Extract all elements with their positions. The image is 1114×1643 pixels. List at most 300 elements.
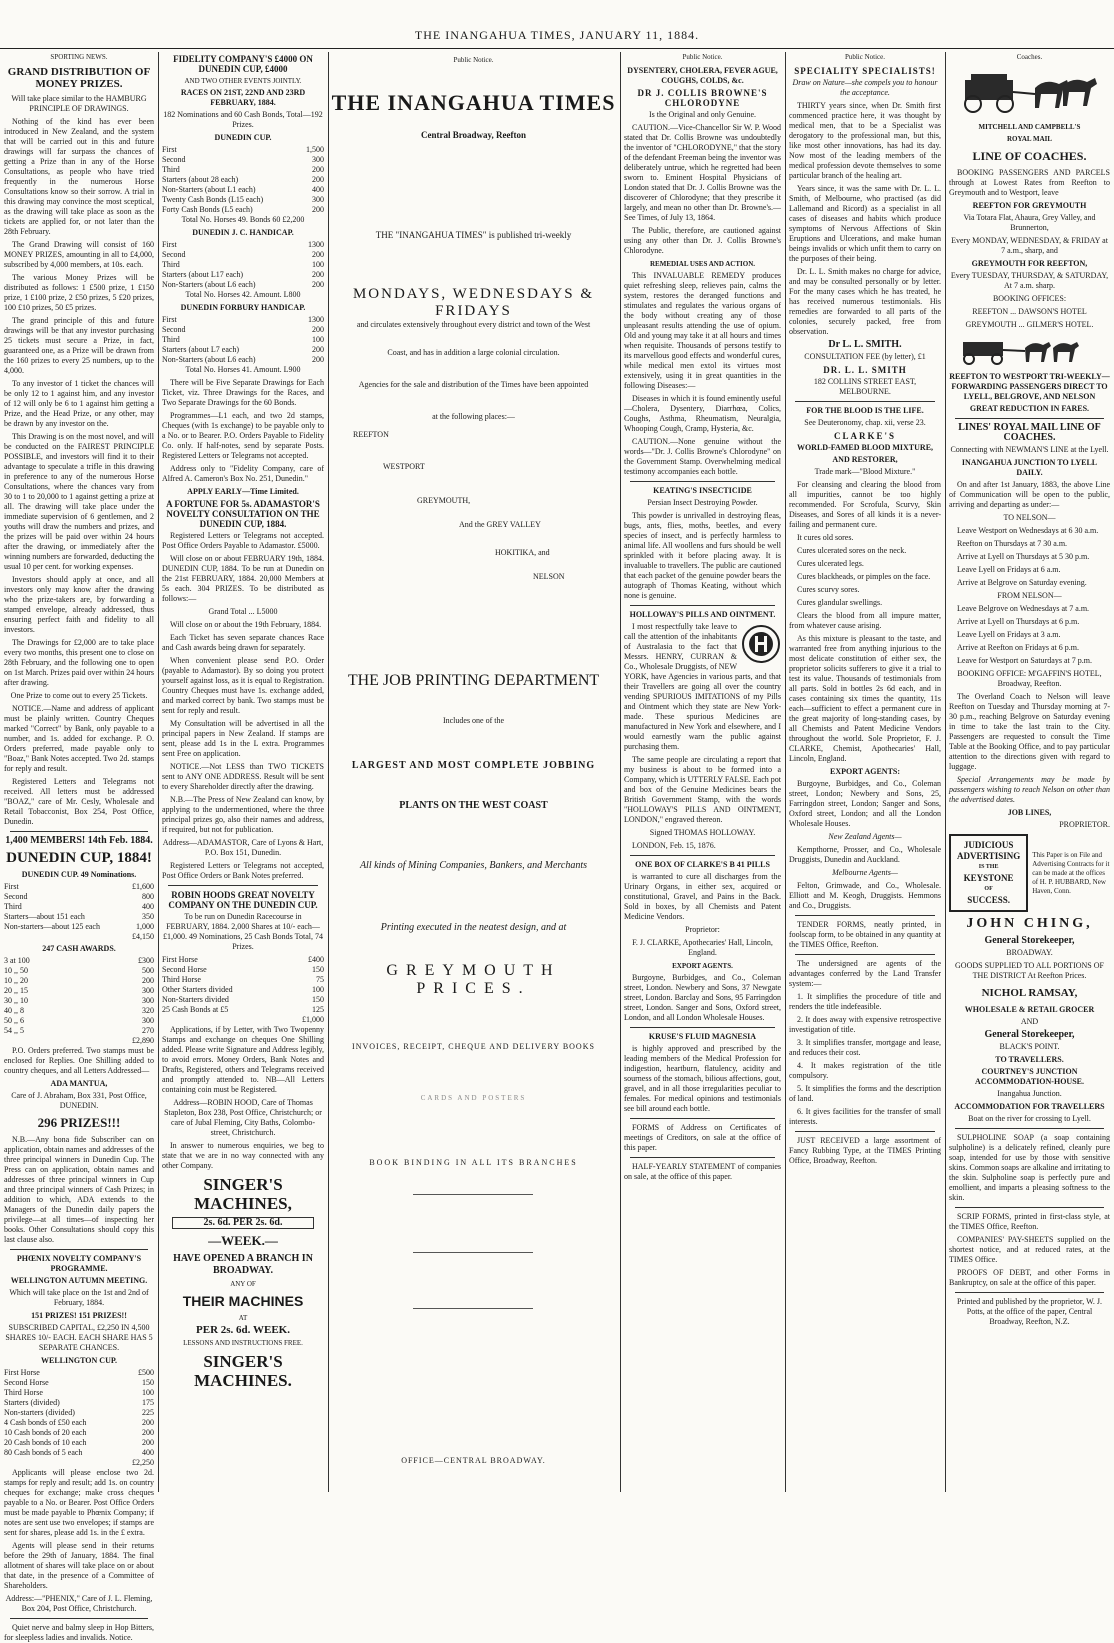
list-item: It cures old sores. [797,533,854,542]
table-row: First Horse £500 [4,1368,154,1377]
ad-paragraph: Programmes—L1 each, and two 2d stamps, Cheques (with 1s exchange) to be payable only to a No. or to Bearer. P.O. Orders Payable to Fidelity Co. only. If half-notes, send by separate Posts. Registered Letters or Telegrams not accepted. [162,411,324,460]
ad-paragraph: To any investor of 1 ticket the chances will be only 12 to 1 against him, and any investor of 12 will only be 6 to 1 against him getting a Prize, and the Head Prize, or any other, may be drawn by any investor on the. [4,379,154,428]
masthead: THE INANGAHUA TIMES, JANUARY 11, 1884. [414,28,700,42]
separator [10,1618,148,1619]
ad-paragraph: Applicants will please enclose two 2d. stamps for reply and result; add 1s. on country cheques for exchange; make cross cheques payable to a No. or Bearer. Post Office Orders must be made payable to Phœnix Company; if notes are sent use two envelopes; if stamps are sent for shares, please add 1s. in the £ extra. [4,1468,154,1537]
table-heading: DUNEDIN CUP. [214,133,272,142]
ad-title: GRAND DISTRIBUTION OF MONEY PRIZES. [7,66,151,90]
agency-grey-valley: And the GREY VALLEY [459,520,541,529]
ad-paragraph: Quiet nerve and balmy sleep in Hop Bitters, for sleepless ladies and invalids. Notice. [4,1623,154,1642]
ad-paragraph: As this mixture is pleasant to the taste, and warranted free from anything injurious to the most delicate constitution of either sex, the proprietor solicits sufferers to give it a trial to test its value. Thousands of testimonials from all parts. Sold in bottles 2s 6d each, and in cases containing six times the quantity, 11s each—sufficient to effect a permanent cure in the great majority of long-standing cases, by all Chemists and Patent Medicine Vendors throughout the world. Sole Proprietor, F. J. CLARKE, Chemist, Apothecaries' Hall, Lincoln, England. [789,634,941,763]
singer-heading: SINGER'S MACHINES, [194,1175,292,1213]
table-row: First £1,600 [4,882,154,891]
ad-paragraph: Will close on or about the 19th February, 1884. [170,620,322,629]
schedule-item: Arrive at Lyell on Thursdays at 6 p.m. [957,617,1080,626]
table-row: 40 ,, 8 320 [4,1006,154,1015]
separator [168,885,318,886]
ad-paragraph: Every MONDAY, WEDNESDAY, & FRIDAY at 7 a.m., sharp, and [951,236,1108,255]
ad-paragraph: Applications, if by Letter, with Two Twopenny Stamps and exchange on cheques One Shilling added. Please write Signature and Address legibly, to avoid errors. Money Orders, Bank Notes and Drafts, Registered, others and Telegrams received and promptly attended to. NB—All Letters containing coin must be Registered. [162,1025,324,1094]
placard-title: THE INANGAHUA TIMES [331,90,616,115]
schedule-item: Arrive at Reefton on Fridays at 6 p.m. [957,643,1079,652]
forbury-table [162,315,324,365]
address: Care of J. Abraham, Box 331, Post Office, DUNEDIN. [11,1091,147,1110]
on-file-note: This Paper is on File and Advertising Contracts for it can be made at the offices of H. P. HUBBARD, New Haven, Conn. [1032,850,1110,895]
route-heading: REEFTON FOR GREYMOUTH [972,201,1087,210]
ad-paragraph: For cleansing and clearing the blood from all impurities, cannot be too highly recommended. For Scrofula, Scurvy, Skin Diseases, and Sores of all kinds it is a never-failing and permanent cure. [789,480,941,529]
ad-paragraph: TENDER FORMS, neatly printed, in foolscap form, to be obtained in any quantity at the TIMES Office, Reefton. [789,920,941,949]
ad-paragraph: Address only to "Fidelity Company, care of Alfred A. Cameron's Box No. 251, Dunedin." [162,464,324,483]
ad-paragraph: The Overland Coach to Nelson will leave Reefton on Tuesday and Thursday morning at 7-30 p.m., reaching Belgrove on Saturday evening in time to take the last train to the City. Passengers are requested to consult the Time Table at the Booking Office, and to pay particular attention to the directions given with regard to luggage. [949,692,1110,771]
per-line: PER 2s. 6d. WEEK. [196,1324,290,1336]
table-row: Third Horse 75 [162,975,324,984]
separator [955,1292,1104,1293]
table-total: £1,000 [302,1015,324,1024]
addressee: ADA MANTUA, [50,1079,108,1088]
separator [795,1131,935,1132]
address: Address:—"PHENIX," Care of J. L. Fleming, Box 204, Post Office, Christchurch. [5,1594,153,1613]
booking-offices-heading: BOOKING OFFICES: [992,294,1067,303]
separator [413,1308,533,1309]
published-line: THE "INANGAHUA TIMES" is published tri-weekly [375,230,572,240]
schedule-item: Leave Lyell on Fridays at 3 a.m. [957,630,1061,639]
table-row: 3 at 100 £300 [4,956,154,965]
ad-paragraph: Burgoyne, Burbidges, and Co., Coleman street, London. Newbery and Sons, 37 Newgate street, London. Barclay and Sons, 95 Farringdon street, London. Sanger and Sons, Oxford street, London, and all London Wholesale Houses. [624,973,781,1022]
list-item: Cures scurvy sores. [797,585,860,594]
trademark-line: Trade mark—"Blood Mixture." [814,467,916,476]
coast-line: Coast, and has in addition a large colonial circulation. [387,348,560,357]
ad-paragraph: Connecting with NEWMAN'S LINE at the Lyell. [950,445,1109,454]
phenix-table [4,1368,154,1468]
wholesale-line: WHOLESALE & RETAIL GROCER [964,1005,1095,1014]
agents-heading: New Zealand Agents— [828,832,902,841]
all-kinds-line: All kinds of Mining Companies, Bankers, and Merchants [359,860,588,871]
table-total: £2,890 [132,1036,154,1045]
ad-paragraph: Each Ticket has seven separate chances Race and Cash awards being drawn for separately. [162,633,324,652]
magnesia-title: KRUSE'S FLUID MAGNESIA [648,1032,757,1041]
table-row: 4 Cash bonds of £50 each 200 [4,1418,154,1427]
ad-paragraph: One Prize to come out to every 25 Tickets. [10,691,148,700]
lines-title: LINES' ROYAL MAIL LINE OF COACHES. [958,422,1101,443]
ad-paragraph: NOTICE.—Name and address of applicant must be plainly written. Country Cheques marked "Correct" by Bank, only payable to a number, and 1s. added for exchange. P. O. Orders preferred, made payable only to "Boaz," Bank Notes accepted. Two 2d. stamps for reply and result. [4,704,154,773]
ad-paragraph: F. J. CLARKE, Apothecaries' Hall, Lincoln, England. [632,938,773,957]
at-line: AT [238,1314,248,1322]
table-row: 20 Cash bonds of 10 each 200 [4,1438,154,1447]
ad-paragraph: This powder is unrivalled in destroying fleas, bugs, ants, flies, moths, beetles, and every species of insect, and is perfectly harmless to animal life. All woollens and furs should be well sprinkled with it before placing away. It is invaluable to travellers. The public are cautioned that each packet of the genuine powder bears the autograph of Thomas Keating, without which none is genuine. [624,511,781,600]
ad-paragraph: SUBSCRIBED CAPITAL, £2,250 IN 4,500 SHARES 10/- EACH. EACH SHARE HAS 5 SEPARATE CHANCES. [5,1323,153,1352]
ad-paragraph: Dr. L. L. Smith makes no charge for advice, and may be consulted personally or by letter. For the many cases which he has treated, he has received numerous testimonials. His remedies are forwarded to all parts of the colonies, securely packed, free from observation. [789,267,941,336]
separator [10,1249,148,1250]
agency-greymouth: GREYMOUTH, [417,496,471,505]
ad-paragraph: N.B.—Any bona fide Subscriber can on application, obtain names and addresses of the three principal winners in Dunedin Cup. The Press can on application, obtain names and addresses of three principal winners in Cup and three principal winners of Cash Prizes; in addition to which, ADA extends to the Managers of the Dunedin daily papers the privilege—at all times—of inspecting her books. Other Consultations should copy this last clause also. [4,1135,154,1244]
ad-paragraph: Agents will please send in their returns before the 29th of January, 1884. The final allotment of shares will take place on or about that date, in the presence of a Committee of Shareholders. [4,1541,154,1590]
table-row: Third Horse 100 [4,1388,154,1397]
ad-paragraph: N.B.—The Press of New Zealand can know, by applying to the undermentioned, where the three principal prizes go, also their names and address, if required, but not for publication. [162,795,324,834]
address: 182 COLLINS STREET EAST, MELBOURNE. [813,377,917,396]
ad-paragraph: The Grand Drawing will consist of 160 MONEY PRIZES, amounting in all to £4,000, subscribed by 4,000 members, at 10s. each. [4,240,154,269]
proprietor-name: JOB LINES, [1007,808,1052,817]
ad-paragraph: Nothing of the kind has ever been introduced in New Zealand, and the system that will be carried out in this and future drawings will far surpass the chances of getting a Prize than in any of the Horse Consultations, as people who have tried frequently in the numerous Horse Consultations know so their sorrow. A trial in this drawing may convince the most sceptical, as the drawing will take place as soon as the tickets are applied for, or not later than the 28th February. [4,117,154,236]
table-row: Second 800 [4,892,154,901]
booking-office: GREYMOUTH ... GILMER'S HOTEL. [965,320,1094,329]
separator [795,401,935,402]
ad-subtitle: Draw on Nature—she compels you to honour the acceptance. [792,78,938,97]
robin-table [162,955,324,1025]
agency-reefton: REEFTON [353,430,389,439]
list-item: 1. It simplifies the procedure of title and renders the title indefeasible. [789,992,941,1011]
week-line: —WEEK.— [208,1233,278,1248]
ad-paragraph: The Public, therefore, are cautioned against using any other than Dr. J. Collis Browne's Chlorodyne. [624,226,781,255]
ad-paragraph: Inangahua Junction. [997,1089,1062,1098]
ad-paragraph: CAUTION.—Vice-Chancellor Sir W. P. Wood stated that Dr. Collis Browne was undoubtedly the inventor of "CHLORODYNE," that the story of the defendant Freeman being the inventor was deliberately untrue, which he regretted had been sworn to. Eminent Hospital Physicians of London stated that Dr. J. Collis Browne was the discoverer of Chlorodyne; that they prescribe it largely, and mean no other than Dr. Browne's.—See Times, of July 13, 1864. [624,123,781,222]
travellers-heading: TO TRAVELLERS. [995,1055,1064,1064]
proprietor-label: PROPRIETOR. [1059,820,1110,829]
table-row: Third 100 [162,335,324,344]
ad-paragraph: I most respectfully take leave to call the attention of the inhabitants of Australasia to the fact that Messrs. HENRY, CURRAN & Co., Wholesale Druggists, of NEW YORK, have Agencies in various parts, and that their Travellers are going all over the country vending SPURIOUS IMITATIONS of my Pills and Ointment which they state are New York-made. These spurious Medicines are manufactured in New York and elsewhere, and I would earnestly warn the public against purchasing them. [624,622,781,751]
ad-paragraph: is highly approved and prescribed by the leading members of the Medical Profession for indigestion, heartburn, flatulency, acidity and sourness of the stomach, bilious affections, gout, gravel, and in all those irregularities peculiar to females. For medical opinions and testimonials see bill around each bottle. [624,1044,781,1113]
ad-paragraph: Every TUESDAY, THURSDAY, & SATURDAY, At 7 a.m. sharp. [950,271,1109,290]
westport-heading: REEFTON TO WESTPORT TRI-WEEKLY—FORWARDING PASSENGERS DIRECT TO LYELL, BELGROVE, AND NELSON [949,372,1110,401]
table-row: First 1300 [162,240,324,249]
column-sporting [4,52,154,1642]
column-medicines [624,52,781,1492]
table-row: Forty Cash Bonds (L5 each) 200 [162,205,324,214]
masthead-rule [0,48,1114,49]
schedule-item: Leave Lyell on Fridays at 6 a.m. [957,565,1061,574]
schedule-item: Leave Belgrove on Wednesdays at 7 a.m. [957,604,1090,613]
ad-paragraph: Felton, Grimwade, and Co., Wholesale. Elliott and M. Keogh, Druggists. Hemmons and Co., Druggists. [789,881,941,910]
ad-paragraph: Burgoyne, Burbidges, and Co., Coleman street, London; Newbery and Sons, 25, Farringdon street, London; Sanger and Sons, Oxford street, London; and all the London Wholesale Houses. [789,779,941,828]
table-row: Non-Starters (about L1 each) 400 [162,185,324,194]
list-item: 6. It gives facilities for the transfer of small interests. [789,1107,941,1126]
column-rule [158,52,159,1492]
ad-title: FIDELITY COMPANY'S £4000 ON DUNEDIN CUP, £4000 [173,54,313,74]
ad-paragraph: The Drawings for £2,000 are to take place every two months, this present one to close on 28th February, and the following one to open on 1st March. Prizes paid over within 24 hours after drawing. [4,638,154,687]
ad-paragraph: The same people are circulating a report that my business is about to be formed into a Company, which is UTTERLY FALSE. Each pot and box of the Genuine Medicines bears the British Government Stamp, with the words "HOLLOWAY'S PILLS AND OINTMENT, LONDON," engraved thereon. [624,755,781,824]
handicap-table [162,240,324,290]
ad-paragraph: On and after 1st January, 1883, the above Line of Communication will be open to the public, arriving and departing as under:— [949,480,1110,509]
table-heading: DUNEDIN J. C. HANDICAP. [192,228,294,237]
ad-paragraph: Which will take place on the 1st and 2nd of February, 1884. [9,1288,149,1307]
separator [630,605,775,606]
courtney-heading: COURTNEY'S JUNCTION ACCOMMODATION-HOUSE. [975,1067,1084,1086]
singer-heading-2: SINGER'S MACHINES. [194,1352,292,1390]
ad-paragraph: Years since, it was the same with Dr. L. L. Smith, of Melbourne, who practised (as did Lallemand and Ricord) as a specialist in all cases of diseases and habits which produce symptoms of Nervous Affections of Skin Eruptions and Ulcerations, and make human beings invalids or which unfit them to carry on the purposes of their being. [789,184,941,263]
table-row: 10 ,, 50 500 [4,966,154,975]
schedule-item: Arrive at Lyell on Thursdays at 5 30 p.m. [957,552,1090,561]
schedule-item: Arrive at Belgrove on Saturday evening. [957,578,1087,587]
ad-paragraph: is warranted to cure all discharges from the Urinary Organs, in either sex, acquired or constitutional, Gravel, and Pains in the Back. Sold in boxes, by all Chemists and Patent Medicine Vendors. [624,872,781,921]
apply-line: APPLY EARLY—Time Limited. [187,487,299,496]
places-line: at the following places:— [432,412,515,421]
column-header: Public Notice. [844,53,886,61]
table-row: Third 200 [162,165,324,174]
schedule-item: Reefton on Thursdays at 7 30 a.m. [957,539,1068,548]
clarke-title: ONE BOX OF CLARKE'S B 41 PILLS [635,860,770,869]
mixture-heading: WORLD-FAMED BLOOD MIXTURE, [796,443,934,452]
cup-prize-table [4,882,154,942]
list-item: Cures ulcerated legs. [797,559,864,568]
their-machines: THEIR MACHINES [182,1293,304,1309]
ad-paragraph: The undersigned are agents of the advantages conferred by the Land Transfer system:— [789,959,941,988]
table-row: Starters—about 151 each 350 [4,912,154,921]
ching-name: JOHN CHING, [966,916,1093,931]
phenix-sub: WELLINGTON AUTUMN MEETING. [10,1276,148,1285]
clarkes-heading: CLARKE'S [833,431,896,441]
table-row: Starters (about L7 each) 200 [162,345,324,354]
table-total: £4,150 [132,932,154,941]
schedule-heading: TO NELSON— [1003,513,1056,522]
ad-subtitle: Persian Insect Destroying Powder. [647,498,758,507]
separator [413,1194,533,1195]
includes-line: Includes one of the [442,716,505,725]
coach-illustration-small [955,336,1105,366]
largest-line: LARGEST AND MOST COMPLETE JOBBING [351,760,596,771]
broadway-line: BROADWAY. [1006,948,1053,957]
export-heading: EXPORT AGENTS. [672,962,733,970]
ad-paragraph: Diseases in which it is found eminently useful—Cholera, Dysentery, Diarrhœa, Colics, Coughs, Asthma, Rheumatism, Neuralgia, Whooping Cough, Cramp, Hysteria, &c. [624,394,781,433]
ad-paragraph: Registered Letters and Telegrams not received. All letters must be addressed "BOAZ," care of Mr. Cesly, Wholesale and Retail Tobacconist, Box 254, Post Office, Dunedin. [4,777,154,826]
ad-subtitle: Will take place similar to the HAMBURG PRINCIPLE OF DRAWINGS. [11,94,147,113]
separator [955,1207,1104,1208]
lessons-line: LESSONS AND INSTRUCTIONS FREE. [183,1339,303,1347]
advertising-block [949,834,1110,912]
cards-line: CARDS AND POSTERS [420,1094,527,1102]
separator [630,481,775,482]
ad-paragraph: Registered Letters or Telegrams not accepted, Post Office Orders or Bank Notes preferred. [162,861,324,880]
phenix-title: PHŒNIX NOVELTY COMPANY'S PROGRAMME. [16,1254,142,1273]
ref-line: See Deuteronomy, chap. xii, verse 23. [804,418,926,427]
keystone-stamp: JUDICIOUS ADVERTISING IS THE KEYSTONE OF SUCCESS. [949,834,1028,912]
table-row: 54 ,, 5 270 [4,1026,154,1035]
column-coaches [949,52,1110,1492]
table-row: Second Horse 150 [162,965,324,974]
ad-paragraph: To be run on Dunedin Racecourse in FEBRUARY, 1884. 2,000 Shares at 10/- each—£1,000. 49 Nominations, 25 Cash Bonds Total, 74 Prizes. [163,912,323,951]
column-times-placard [331,52,616,1492]
ad-paragraph: PROOFS OF DEBT, and other Forms in Bankruptcy, on sale at the office of this paper. [949,1268,1110,1287]
restorer-heading: AND RESTORER, [832,455,898,464]
browne-title: DR J. COLLIS BROWNE'S CHLORODYNE [637,88,768,108]
signature: Signed THOMAS HOLLOWAY. [649,828,756,837]
consult-fee: CONSULTATION FEE (by letter), £1 [804,352,926,361]
reduction-heading: GREAT REDUCTION IN FARES. [969,404,1090,413]
schedule-item: Leave Westport on Wednesdays at 6 30 a.m. [957,526,1099,535]
remedial-heading: REMEDIAL USES AND ACTION. [649,260,756,268]
list-item: Cures glandular swellings. [797,598,883,607]
separator [10,831,148,832]
dateline: LONDON, Feb. 15, 1876. [632,841,716,850]
ad-paragraph: COMPANIES' PAY-SHEETS supplied on the shortest notice, and at reduced rates, at the TIMES Office. [949,1235,1110,1264]
table-row: Twenty Cash Bonds (L15 each) 300 [162,195,324,204]
column-rule [785,52,786,1492]
prizes-heading: 296 PRIZES!!! [37,1115,121,1130]
table-row: Starters (about L17 each) 200 [162,270,324,279]
ad-paragraph: GOODS SUPPLIED TO ALL PORTIONS OF THE DISTRICT At Reefton Prices. [955,961,1104,980]
ad-paragraph: The grand principle of this and future drawings will be that any investor purchasing 25 tickets must secure a Prize, in fact, guaranteed one, as a Prize will be drawn from the 160 prizes to every 25 numbers, up to the 4,000. [4,316,154,375]
junction-heading: INANGAHUA JUNCTION TO LYELL DAILY. [961,458,1098,477]
robin-title: ROBIN HOODS GREAT NOVELTY COMPANY ON THE DUNEDIN CUP. [168,890,318,910]
ad-paragraph: HALF-YEARLY STATEMENT of companies on sale, at the office of this paper. [624,1162,781,1181]
ad-title: DYSENTERY, CHOLERA, FEVER AGUE, COUGHS, COLDS, &c. [627,66,778,85]
phenix-cup: WELLINGTON CUP. [40,1356,118,1365]
company-name: MITCHELL AND CAMPBELL'S [978,123,1081,131]
imprint: Printed and published by the proprietor, W. J. Potts, at the office of the paper, Central Broadway, Reefton, N.Z. [957,1297,1102,1326]
table-row: Non-Starters divided 150 [162,995,324,1004]
table-row: 50 ,, 6 300 [4,1016,154,1025]
ad-paragraph: Investors should apply at once, and all investors only may know after the drawing who the prize-takers are, by forwarding a stamped envelope, already addressed, thus ensuring perfect faith and fidelity to all investors. [4,575,154,634]
office-line: OFFICE—CENTRAL BROADWAY. [401,1456,546,1465]
blacks-point: BLACK'S POINT. [999,1042,1060,1051]
agency-westport: WESTPORT [383,462,425,471]
ad-paragraph: This Drawing is on the most novel, and will be conducted on the FAIREST PRINCIPLE POSSIBLE, and investors will find it to their advantage to speculate a trifle in this drawing in preference to any of the numerous Horse Consultations, where the chances vary from 30 to 1 to 20,000 to 1 against getting a prize at all. The drawing will take place under the immediate supervision of 6 gentlemen, and 2 youths will draw the numbers and prizes, and the prizes will be paid over within 24 hours after the drawing, or immediately after the winning numbers are forwarded, deducting the usual 10 per cent. for working expenses. [4,432,154,571]
column-header: SPORTING NEWS. [50,53,108,61]
separator [955,418,1104,419]
schedule-heading: FROM NELSON— [997,591,1062,600]
export-heading: EXPORT AGENTS: [829,767,901,776]
ad-paragraph: BOOKING PASSENGERS AND PARCELS through at Lowest Rates from Reefton to Greymouth and to Westport, leave [949,168,1110,197]
printing-line: Printing executed in the neatest design, and at [380,922,567,933]
days-line: MONDAYS, WEDNESDAYS & FRIDAYS [352,286,595,319]
ad-paragraph: The various Money Prizes will be distributed as follows: 1 £500 prize, 1 £150 prize, 1 £100 prize, 2 £50 prizes, 5 £20 prizes, 100 £10 prizes, 50 £5 prizes. [4,273,154,312]
ad-paragraph: In answer to numerous enquiries, we beg to state that we are in no way connected with any other Company. [162,1141,324,1170]
separator [630,1118,775,1119]
price-box: 2s. 6d. PER 2s. 6d. [172,1217,314,1229]
accommodation-heading: ACCOMMODATION FOR TRAVELLERS [954,1102,1105,1111]
table-total: Total No. Horses 41. Amount. L900 [185,365,301,374]
column-rule [945,52,946,1492]
table-row: First 1,500 [162,145,324,154]
ad-title: SPECIALITY SPECIALISTS! [794,66,936,76]
separator [630,1027,775,1028]
table-row: Third 100 [162,260,324,269]
agency-nelson: NELSON [533,572,565,581]
table-row: Non-Starters (about L6 each) 200 [162,280,324,289]
awards-table [4,956,154,1046]
placard-address: Central Broadway, Reefton [420,130,527,140]
smith-name: Dr L. L. SMITH. [828,339,902,350]
list-item: 3. It simplifies transfer, mortgage and lease, and reduces their cost. [789,1038,941,1057]
ad-paragraph: FORMS of Address on Certificates of meetings of Creditors, on sale at the office of this paper. [624,1123,781,1152]
ad-paragraph: Kempthorne, Prosser, and Co., Wholesale Druggists, Dunedin and Auckland. [789,845,941,864]
separator [630,1157,775,1158]
table-row: Second 200 [162,325,324,334]
column-specialists [789,52,941,1492]
branch-line: HAVE OPENED A BRANCH IN BROADWAY. [173,1253,313,1276]
list-item: 5. It simplifies the forms and the description of land. [789,1084,941,1103]
keating-title: KEATING'S INSECTICIDE [653,486,752,495]
plants-line: PLANTS ON THE WEST COAST [399,800,548,811]
column-header: Public Notice. [453,56,494,64]
table-row: Non-starters (divided) 225 [4,1408,154,1417]
table-row: 30 ,, 10 300 [4,996,154,1005]
smith-name-2: DR. L. L. SMITH [823,365,907,375]
grand-total: Grand Total ... L5000 [208,607,278,616]
job-printing-heading: THE JOB PRINTING DEPARTMENT [347,672,600,689]
blood-heading: FOR THE BLOOD IS THE LIFE. [806,406,924,415]
any-of: ANY OF [230,1280,256,1288]
ad-paragraph: Proprietor: [685,925,720,934]
dunedin-cup-heading: DUNEDIN CUP, 1884! [6,850,152,866]
table-total: £2,250 [132,1458,154,1467]
list-item: Cures ulcerated sores on the neck. [797,546,907,555]
column-consultations [162,52,324,1492]
table-row: Other Starters divided 100 [162,985,324,994]
separator [630,855,775,856]
table-total: Total No. Horses 49. Bonds 60 £2,200 [181,215,305,224]
separator [955,1128,1104,1129]
route-heading: GREYMOUTH FOR REEFTON, [971,259,1088,268]
address: Address—ROBIN HOOD, Care of Thomas Stapleton, Box 238, Post Office, Christchurch; or care of Jubal Fleming, City Baths, Colombo-street, Christchurch. [164,1098,322,1137]
table-row: Second 300 [162,155,324,164]
address: Address—ADAMASTOR, Care of Lyons & Hart, P.O. Box 151, Dunedin. [162,838,324,857]
invoices-line: INVOICES, RECEIPT, CHEQUE AND DELIVERY BOOKS [352,1042,595,1051]
holloway-seal [741,624,781,667]
prices-line: GREYMOUTH PRICES. [386,962,561,997]
phenix-prizes: 151 PRIZES! 151 PRIZES!! [31,1311,127,1320]
holloway-title: HOLLOWAY'S PILLS AND OINTMENT. [629,610,776,619]
coach-illustration [955,68,1105,116]
table-row: 80 Cash bonds of 5 each 400 [4,1448,154,1457]
adamastor-title: A FORTUNE FOR 5s. ADAMASTOR'S NOVELTY CONSULTATION ON THE DUNEDIN CUP, 1884. [166,499,320,529]
booking-office: BOOKING OFFICE: M'GAFFIN'S HOTEL, Broadway, Reefton. [957,669,1102,688]
table-row: First 1300 [162,315,324,324]
table-row: 10 Cash bonds of 20 each 200 [4,1428,154,1437]
ad-subtitle: AND TWO OTHER EVENTS JOINTLY. [184,77,302,85]
ad-paragraph: P.O. Orders preferred. Two stamps must be enclosed for Replies. One Shilling added to country cheques, and all Letters Addressed— [4,1046,154,1075]
circulation-line: and circulates extensively throughout every district and town of the West [356,320,591,329]
column-header: Coaches. [1016,53,1043,61]
table-row: Non-Starters (about L6 each) 200 [162,355,324,364]
agency-hokitika: HOKITIKA, and [495,548,550,557]
list-item: Clears the blood from all impure matter, from whatever cause arising. [789,611,941,630]
ad-paragraph: My Consultation will be advertised in all the principal papers in New Zealand. If stamps are sent, please add 1s in the L extra. Programmes sent Free on application. [162,719,324,758]
schedule-item: Leave for Westport on Saturdays at 7 p.m. [957,656,1092,665]
table-row: First Horse £400 [162,955,324,964]
ad-paragraph: 182 Nominations and 60 Cash Bonds, Total—192 Prizes. [163,110,323,129]
ad-paragraph: Will close on or about FEBRUARY 19th, 1884. DUNEDIN CUP, 1884. To be run at Dunedin on the 21st FEBRUARY, 1884. 20,000 Members at 5s each. 304 PRIZES. To be distributed as follows:— [162,554,324,603]
and-line: AND [1020,1017,1039,1026]
royal-mail: ROYAL MAIL [1006,135,1053,143]
separator [795,915,935,916]
column-rule [620,52,621,1492]
list-item: Cures blackheads, or pimples on the face. [797,572,931,581]
line-of-coaches: LINE OF COACHES. [972,149,1087,163]
list-item: 2. It does away with expensive retrospective investigation of title. [789,1015,941,1034]
column-rule [328,52,329,1492]
table-total: Total No. Horses 42. Amount. L800 [185,290,301,299]
table-heading: DUNEDIN FORBURY HANDICAP. [180,303,306,312]
table-row: 10 ,, 20 200 [4,976,154,985]
ramsay-name: NICHOL RAMSAY, [981,987,1078,999]
separator [413,1252,533,1253]
cup-subheading: DUNEDIN CUP. 49 Nominations. [21,870,137,879]
table-row: Starters (divided) 175 [4,1398,154,1407]
cup-table [162,145,324,215]
ad-paragraph: Via Totara Flat, Ahaura, Grey Valley, and Brunnerton, [963,213,1096,232]
list-item: 4. It makes registration of the title compulsory. [789,1061,941,1080]
table-row: Second 200 [162,250,324,259]
agents-heading: Melbourne Agents— [832,868,898,877]
table-row: 25 Cash Bonds at £5 125 [162,1005,324,1014]
table-row: Third 400 [4,902,154,911]
ad-paragraph: SCRIP FORMS, printed in first-class style, at the TIMES Office, Reefton. [949,1212,1110,1231]
ad-paragraph: Registered Letters or Telegrams not accepted. Post Office Orders Payable to Adamastor. £5000. [162,531,324,550]
ad-paragraph: This INVALUABLE REMEDY produces quiet refreshing sleep, relieves pain, calms the system, restores the deranged functions and stimulates and regulates the various organs of the body without creating any of those unpleasant results attending the use of opium. Old and young may take it at all hours and times when requisite. Thousands of persons testify to its marvellous good effects and wonderful cures, while medical men extol its virtues most extensively, using it in great quantities in the following Diseases:— [624,271,781,390]
ad-paragraph: Special Arrangements may be made by passengers wishing to reach Nelson on other than the advertised dates. [949,775,1110,804]
ad-paragraph: CAUTION.—None genuine without the words—"Dr. J. Collis Browne's Chlorodyne" on the Government Stamp. Overwhelming medical testimony accompanies each bottle. [624,437,781,476]
ad-paragraph: There will be Five Separate Drawings for Each Ticket, viz. Three Drawings for the Races, and Two Separate Drawings for the 60 Bonds. [162,378,324,407]
ad-paragraph: When convenient please send P.O. Order (payable to Adamastor). By so doing you protect yourself against loss, as it is equal to Registration. Country Cheques must have 1s. exchange added, and marked correct by bank. Two stamps must be sent for reply and result. [162,656,324,715]
separator [795,954,935,955]
